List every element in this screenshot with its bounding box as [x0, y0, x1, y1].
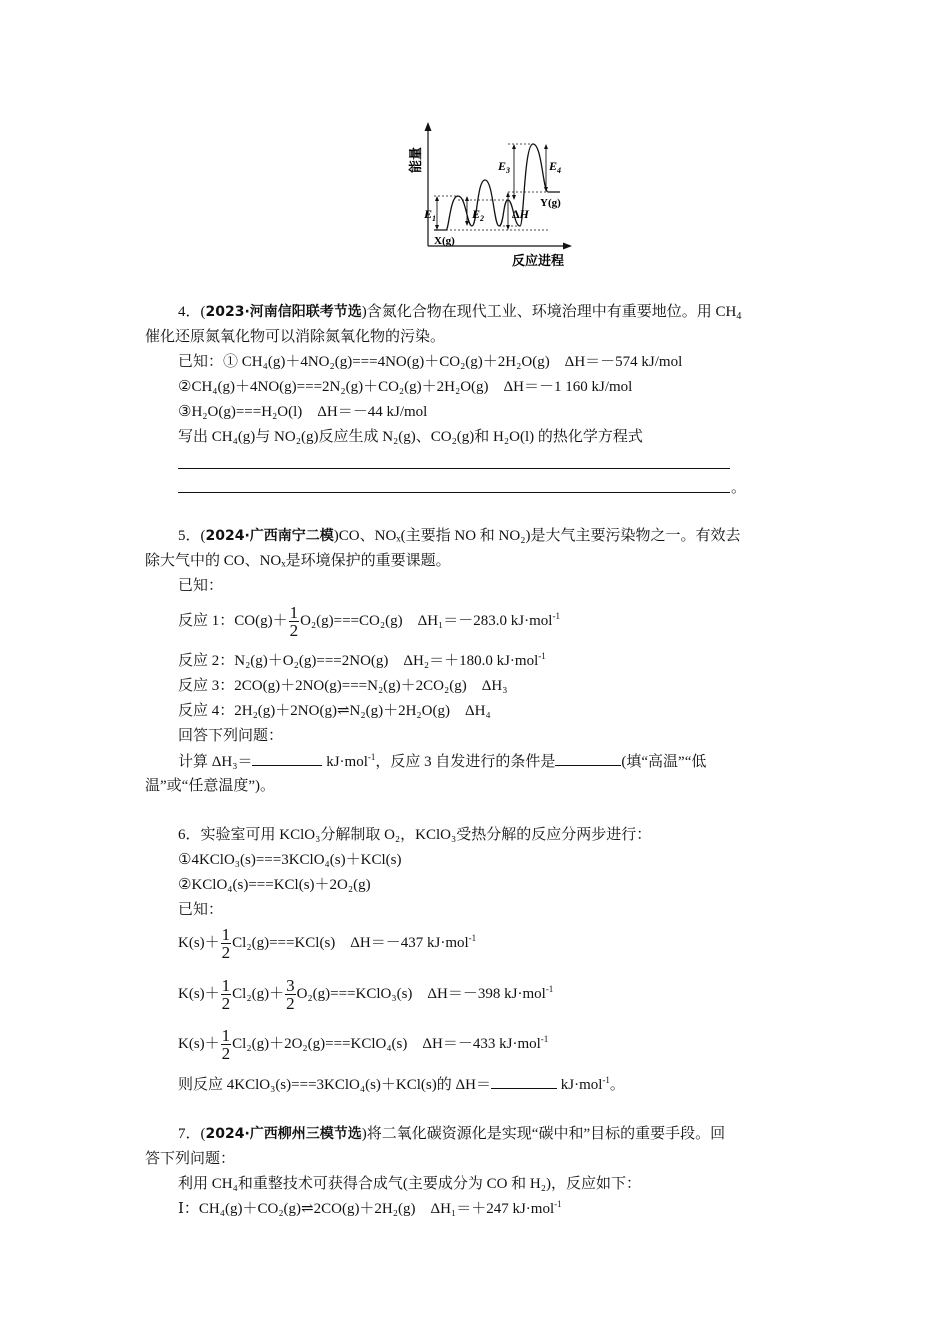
q4-answer-line-2	[178, 492, 730, 493]
q5-calc: 计算 ΔH₃＝ kJ·mol$^{-1}$，反应 3 自发进行的条件是 (填“高温”“低	[178, 752, 707, 770]
q7-line2: 答下列问题：	[145, 1151, 236, 1167]
q4-line2: 催化还原氮氧化物可以消除氮氧化物的污染。	[145, 329, 446, 345]
q4-answer-line-1	[178, 468, 730, 469]
label-x: X(g)	[434, 235, 455, 247]
label-e3: $E_3$	[498, 159, 511, 175]
x-axis-title: 反应进程	[512, 253, 565, 268]
q6-step-2: ②KClO₄(s)===KCl(s)＋2O₂(g)	[178, 877, 371, 893]
q5-reaction-3: 反应 3：2CO(g)＋2NO(g)===N₂(g)＋2CO₂(g) ΔH₃	[178, 678, 508, 694]
q5-reaction-1: 反应 1：CO(g)＋ $\frac{1}{2}$ O₂(g)===CO₂(g) ΔH₁＝－283.0 kJ·mol$^{-1}$	[178, 603, 560, 641]
q4-source: 2023·河南信阳联考节选	[205, 304, 362, 320]
q6-equation-3: K(s)＋ $\frac{1}{2}$ Cl₂(g)＋2O₂(g)===KClO₄(s) ΔH＝－433 kJ·mol$^{-1}$	[178, 1026, 549, 1064]
q4-reaction-1: ① CH₄(g)＋4NO₂(g)===4NO(g)＋CO₂(g)＋2H₂O(g) ΔH＝－574 kJ/mol	[223, 354, 683, 370]
y-axis-arrow	[425, 122, 432, 131]
q4-known: 已知：① CH₄(g)＋4NO₂(g)===4NO(g)＋CO₂(g)＋2H₂O(g) ΔH＝－574 kJ/mol	[178, 354, 683, 370]
q5-blank-condition[interactable]	[555, 751, 621, 766]
q7-reaction-1: Ⅰ：CH₄(g)＋CO₂(g)⇌2CO(g)＋2H₂(g) ΔH₁＝＋247 kJ·mol$^{-1}$	[178, 1199, 562, 1217]
q7-source: 2024·广西柳州三模节选	[205, 1126, 362, 1142]
q6-known: 已知：	[178, 902, 224, 918]
q7-line3: 利用 CH₄和重整技术可获得合成气(主要成分为 CO 和 H₂)，反应如下：	[178, 1176, 641, 1192]
q6-equation-2: K(s)＋ $\frac{1}{2}$ Cl₂(g)＋ $\frac{3}{2}$ O₂(g)===KClO₃(s) ΔH＝－398 kJ·mol$^{-1}$	[178, 976, 554, 1014]
label-delta-h: ΔH	[512, 207, 529, 221]
label-y: Y(g)	[540, 197, 561, 209]
q5-reaction-4: 反应 4：2H₂(g)＋2NO(g)⇌N₂(g)＋2H₂O(g) ΔH₄	[178, 703, 491, 719]
q4-question: 写出 CH₄(g)与 NO₂(g)反应生成 N₂(g)、CO₂(g)和 H₂O(l) 的热化学方程式	[178, 429, 643, 445]
q4-end-mark: 。	[731, 480, 747, 496]
q4-line1: 4．(2023·河南信阳联考节选)含氮化合物在现代工业、环境治理中有重要地位。用 $CH_4$	[178, 304, 742, 322]
y-axis-title: 能量	[408, 146, 423, 174]
q5-line2: 除大气中的 CO、NOₓ是环境保护的重要课题。	[145, 553, 451, 569]
q5-line1: 5．(2024·广西南宁二模)CO、NOₓ(主要指 NO 和 NO₂)是大气主要污染物之一。有效去	[178, 528, 741, 544]
q5-source: 2024·广西南宁二模	[205, 528, 334, 544]
q6-step-1: ①4KClO₃(s)===3KClO₄(s)＋KCl(s)	[178, 852, 402, 868]
x-axis-arrow	[563, 243, 572, 250]
q5-blank-dh3[interactable]	[252, 751, 322, 766]
q6-line1: 6．实验室可用 KClO₃分解制取 O₂，KClO₃受热分解的反应分两步进行：	[178, 827, 652, 843]
fraction-half: $\frac{1}{2}$	[289, 603, 299, 641]
q6-blank-dh[interactable]	[491, 1074, 557, 1089]
energy-diagram	[400, 120, 580, 270]
q6-equation-1: K(s)＋ $\frac{1}{2}$ Cl₂(g)===KCl(s) ΔH＝－437 kJ·mol$^{-1}$	[178, 925, 477, 963]
q5-known: 已知：	[178, 578, 224, 594]
q5-ask: 回答下列问题：	[178, 728, 284, 744]
q5-reaction-2: 反应 2：N₂(g)＋O₂(g)===2NO(g) ΔH₂＝＋180.0 kJ·mol$^{-1}$	[178, 651, 546, 669]
q6-final: 则反应 4KClO₃(s)===3KClO₄(s)＋KCl(s)的 ΔH＝ kJ·mol$^{-1}$。	[178, 1075, 625, 1093]
label-e1: $E_1$	[424, 207, 437, 223]
q7-line1: 7．(2024·广西柳州三模节选)将二氧化碳资源化是实现“碳中和”目标的重要手段。回	[178, 1126, 726, 1142]
label-e4: $E_4$	[549, 159, 562, 175]
energy-curve	[434, 144, 560, 230]
q5-line-last: 温”或“任意温度”)。	[145, 778, 275, 794]
q4-reaction-3: ③H₂O(g)===H₂O(l) ΔH＝－44 kJ/mol	[178, 404, 428, 420]
q4-reaction-2: ②CH₄(g)＋4NO(g)===2N₂(g)＋CO₂(g)＋2H₂O(g) ΔH＝－1 160 kJ/mol	[178, 379, 633, 395]
label-e2: $E_2$	[472, 207, 485, 223]
